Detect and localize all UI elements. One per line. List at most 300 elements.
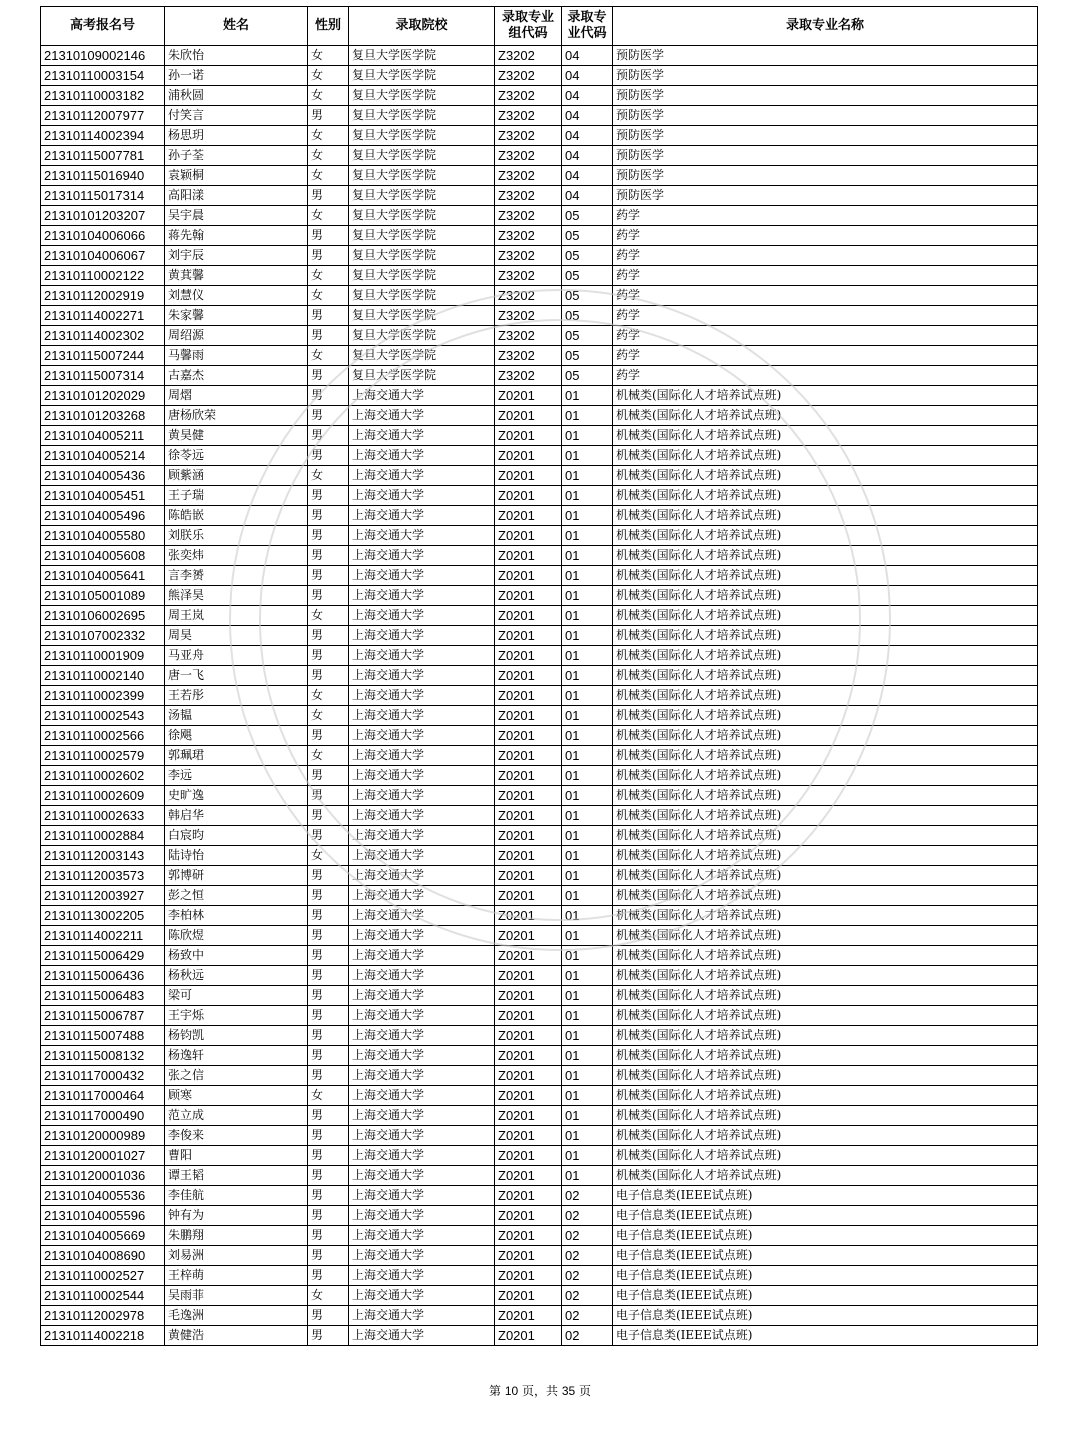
table-row [41, 406, 1038, 426]
cell-exam-id: 21310112002919 [41, 286, 165, 306]
table-row [41, 846, 1038, 866]
cell-name: 顾紫涵 [165, 466, 308, 486]
table-row [41, 1086, 1038, 1106]
cell-school: 上海交通大学 [349, 726, 495, 746]
cell-exam-id: 21310114002271 [41, 306, 165, 326]
cell-exam-id: 21310110002566 [41, 726, 165, 746]
cell-exam-id: 21310110002884 [41, 826, 165, 846]
cell-group-code: Z3202 [495, 326, 562, 346]
cell-major-code: 02 [562, 1286, 613, 1306]
table-row [41, 1006, 1038, 1026]
cell-name: 曹阳 [165, 1146, 308, 1166]
cell-name: 高阳漾 [165, 186, 308, 206]
cell-gender: 男 [308, 646, 349, 666]
cell-major-name: 机械类(国际化人才培养试点班) [613, 926, 1038, 946]
cell-gender: 男 [308, 826, 349, 846]
cell-school: 复旦大学医学院 [349, 126, 495, 146]
cell-name: 陈欣煜 [165, 926, 308, 946]
cell-school: 上海交通大学 [349, 846, 495, 866]
cell-name: 唐一飞 [165, 666, 308, 686]
cell-gender: 女 [308, 86, 349, 106]
cell-group-code: Z0201 [495, 626, 562, 646]
cell-exam-id: 21310110003182 [41, 86, 165, 106]
cell-exam-id: 21310112003927 [41, 886, 165, 906]
cell-major-name: 机械类(国际化人才培养试点班) [613, 906, 1038, 926]
cell-major-code: 01 [562, 746, 613, 766]
cell-major-name: 机械类(国际化人才培养试点班) [613, 746, 1038, 766]
cell-name: 浦秋圆 [165, 86, 308, 106]
cell-major-code: 05 [562, 326, 613, 346]
cell-name: 钟有为 [165, 1206, 308, 1226]
table-row [41, 1266, 1038, 1286]
cell-major-code: 05 [562, 286, 613, 306]
cell-school: 复旦大学医学院 [349, 146, 495, 166]
cell-name: 周熠 [165, 386, 308, 406]
cell-major-code: 01 [562, 1026, 613, 1046]
cell-major-code: 05 [562, 366, 613, 386]
cell-exam-id: 21310110002602 [41, 766, 165, 786]
cell-gender: 女 [308, 206, 349, 226]
cell-gender: 女 [308, 1286, 349, 1306]
table-row [41, 286, 1038, 306]
cell-gender: 女 [308, 686, 349, 706]
cell-group-code: Z0201 [495, 1026, 562, 1046]
cell-school: 上海交通大学 [349, 406, 495, 426]
cell-gender: 男 [308, 786, 349, 806]
cell-exam-id: 21310115006436 [41, 966, 165, 986]
cell-name: 黄健浩 [165, 1326, 308, 1346]
cell-name: 刘慧仪 [165, 286, 308, 306]
cell-exam-id: 21310109002146 [41, 46, 165, 66]
cell-school: 上海交通大学 [349, 866, 495, 886]
cell-name: 汤韫 [165, 706, 308, 726]
cell-name: 白宸昀 [165, 826, 308, 846]
cell-name: 朱鹏翔 [165, 1226, 308, 1246]
cell-school: 上海交通大学 [349, 1266, 495, 1286]
cell-major-name: 机械类(国际化人才培养试点班) [613, 1026, 1038, 1046]
cell-gender: 男 [308, 1206, 349, 1226]
table-row [41, 966, 1038, 986]
cell-gender: 男 [308, 186, 349, 206]
cell-gender: 男 [308, 1106, 349, 1126]
cell-major-name: 预防医学 [613, 166, 1038, 186]
cell-exam-id: 21310115007314 [41, 366, 165, 386]
cell-gender: 男 [308, 546, 349, 566]
cell-major-name: 机械类(国际化人才培养试点班) [613, 486, 1038, 506]
cell-name: 古嘉杰 [165, 366, 308, 386]
table-row [41, 726, 1038, 746]
cell-name: 范立成 [165, 1106, 308, 1126]
cell-school: 上海交通大学 [349, 1206, 495, 1226]
cell-exam-id: 21310101203207 [41, 206, 165, 226]
header-major-name: 录取专业名称 [613, 7, 1038, 46]
cell-major-code: 02 [562, 1246, 613, 1266]
cell-gender: 女 [308, 146, 349, 166]
cell-school: 上海交通大学 [349, 986, 495, 1006]
cell-major-code: 01 [562, 986, 613, 1006]
table-row [41, 106, 1038, 126]
cell-gender: 女 [308, 606, 349, 626]
cell-gender: 男 [308, 986, 349, 1006]
cell-exam-id: 21310112007977 [41, 106, 165, 126]
cell-group-code: Z3202 [495, 166, 562, 186]
cell-school: 上海交通大学 [349, 926, 495, 946]
table-row [41, 1166, 1038, 1186]
cell-major-code: 01 [562, 846, 613, 866]
cell-exam-id: 21310110002399 [41, 686, 165, 706]
table-row [41, 1026, 1038, 1046]
cell-gender: 男 [308, 506, 349, 526]
cell-major-code: 04 [562, 106, 613, 126]
cell-gender: 男 [308, 426, 349, 446]
cell-group-code: Z0201 [495, 926, 562, 946]
cell-gender: 男 [308, 526, 349, 546]
cell-exam-id: 21310115016940 [41, 166, 165, 186]
cell-major-code: 01 [562, 526, 613, 546]
cell-major-code: 04 [562, 46, 613, 66]
cell-group-code: Z3202 [495, 86, 562, 106]
cell-gender: 男 [308, 1186, 349, 1206]
cell-exam-id: 21310112003143 [41, 846, 165, 866]
cell-exam-id: 21310115006787 [41, 1006, 165, 1026]
cell-exam-id: 21310101203268 [41, 406, 165, 426]
cell-name: 熊泽昊 [165, 586, 308, 606]
cell-gender: 女 [308, 126, 349, 146]
cell-major-name: 电子信息类(IEEE试点班) [613, 1266, 1038, 1286]
cell-major-name: 机械类(国际化人才培养试点班) [613, 826, 1038, 846]
table-row [41, 906, 1038, 926]
cell-major-name: 机械类(国际化人才培养试点班) [613, 1006, 1038, 1026]
cell-school: 上海交通大学 [349, 686, 495, 706]
cell-school: 复旦大学医学院 [349, 186, 495, 206]
cell-school: 上海交通大学 [349, 426, 495, 446]
cell-group-code: Z3202 [495, 366, 562, 386]
cell-gender: 男 [308, 406, 349, 426]
cell-major-code: 01 [562, 506, 613, 526]
cell-exam-id: 21310101202029 [41, 386, 165, 406]
cell-gender: 男 [308, 626, 349, 646]
cell-exam-id: 21310110002633 [41, 806, 165, 826]
table-body [41, 46, 1038, 1346]
cell-major-code: 01 [562, 546, 613, 566]
cell-name: 李佳航 [165, 1186, 308, 1206]
cell-gender: 女 [308, 346, 349, 366]
cell-school: 复旦大学医学院 [349, 246, 495, 266]
cell-gender: 男 [308, 946, 349, 966]
cell-major-name: 预防医学 [613, 46, 1038, 66]
cell-group-code: Z0201 [495, 606, 562, 626]
cell-exam-id: 21310110002122 [41, 266, 165, 286]
cell-school: 复旦大学医学院 [349, 266, 495, 286]
cell-major-name: 机械类(国际化人才培养试点班) [613, 786, 1038, 806]
cell-group-code: Z0201 [495, 1086, 562, 1106]
cell-name: 郭博研 [165, 866, 308, 886]
cell-exam-id: 21310115006429 [41, 946, 165, 966]
cell-gender: 男 [308, 566, 349, 586]
table-row [41, 446, 1038, 466]
cell-gender: 男 [308, 1066, 349, 1086]
cell-group-code: Z0201 [495, 766, 562, 786]
cell-major-code: 01 [562, 886, 613, 906]
cell-major-name: 机械类(国际化人才培养试点班) [613, 846, 1038, 866]
table-row [41, 326, 1038, 346]
cell-name: 张奕炜 [165, 546, 308, 566]
table-row [41, 1046, 1038, 1066]
table-row [41, 1246, 1038, 1266]
cell-gender: 男 [308, 306, 349, 326]
cell-group-code: Z0201 [495, 1046, 562, 1066]
cell-major-name: 预防医学 [613, 106, 1038, 126]
cell-school: 上海交通大学 [349, 746, 495, 766]
cell-major-code: 01 [562, 406, 613, 426]
cell-school: 上海交通大学 [349, 906, 495, 926]
cell-group-code: Z0201 [495, 1186, 562, 1206]
cell-name: 陆诗怡 [165, 846, 308, 866]
cell-gender: 男 [308, 1226, 349, 1246]
table-row [41, 886, 1038, 906]
table-row [41, 526, 1038, 546]
cell-major-name: 机械类(国际化人才培养试点班) [613, 586, 1038, 606]
cell-gender: 女 [308, 286, 349, 306]
cell-name: 朱家馨 [165, 306, 308, 326]
table-row [41, 1126, 1038, 1146]
cell-major-name: 药学 [613, 366, 1038, 386]
cell-group-code: Z0201 [495, 406, 562, 426]
cell-major-code: 01 [562, 386, 613, 406]
table-row [41, 226, 1038, 246]
table-row [41, 486, 1038, 506]
cell-major-name: 机械类(国际化人才培养试点班) [613, 466, 1038, 486]
cell-exam-id: 21310117000432 [41, 1066, 165, 1086]
cell-gender: 男 [308, 1126, 349, 1146]
cell-school: 复旦大学医学院 [349, 206, 495, 226]
cell-school: 上海交通大学 [349, 386, 495, 406]
table-row [41, 246, 1038, 266]
table-row [41, 686, 1038, 706]
cell-major-name: 机械类(国际化人才培养试点班) [613, 1066, 1038, 1086]
cell-school: 上海交通大学 [349, 646, 495, 666]
cell-major-code: 01 [562, 706, 613, 726]
cell-major-code: 01 [562, 1006, 613, 1026]
cell-major-code: 05 [562, 206, 613, 226]
footer-suffix: 页 [575, 1384, 591, 1398]
cell-group-code: Z0201 [495, 1306, 562, 1326]
cell-major-code: 01 [562, 1066, 613, 1086]
cell-major-name: 药学 [613, 306, 1038, 326]
table-row [41, 566, 1038, 586]
cell-group-code: Z0201 [495, 846, 562, 866]
cell-exam-id: 21310114002218 [41, 1326, 165, 1346]
cell-group-code: Z0201 [495, 1286, 562, 1306]
cell-group-code: Z0201 [495, 986, 562, 1006]
cell-name: 刘易洲 [165, 1246, 308, 1266]
table-row [41, 706, 1038, 726]
cell-exam-id: 21310110003154 [41, 66, 165, 86]
cell-school: 上海交通大学 [349, 1306, 495, 1326]
cell-school: 上海交通大学 [349, 706, 495, 726]
cell-school: 复旦大学医学院 [349, 306, 495, 326]
cell-group-code: Z0201 [495, 1006, 562, 1026]
cell-exam-id: 21310114002394 [41, 126, 165, 146]
cell-exam-id: 21310104005669 [41, 1226, 165, 1246]
cell-major-name: 机械类(国际化人才培养试点班) [613, 946, 1038, 966]
cell-major-code: 02 [562, 1226, 613, 1246]
footer-total-pages: 35 [561, 1384, 576, 1398]
cell-major-code: 02 [562, 1326, 613, 1346]
cell-major-code: 04 [562, 66, 613, 86]
table-row [41, 366, 1038, 386]
cell-gender: 男 [308, 326, 349, 346]
cell-gender: 女 [308, 66, 349, 86]
cell-exam-id: 21310104008690 [41, 1246, 165, 1266]
cell-major-code: 01 [562, 966, 613, 986]
cell-exam-id: 21310104006066 [41, 226, 165, 246]
cell-major-name: 药学 [613, 246, 1038, 266]
cell-group-code: Z3202 [495, 126, 562, 146]
cell-major-name: 电子信息类(IEEE试点班) [613, 1246, 1038, 1266]
table-row [41, 1066, 1038, 1086]
cell-group-code: Z0201 [495, 1126, 562, 1146]
cell-name: 黄昊健 [165, 426, 308, 446]
cell-group-code: Z3202 [495, 226, 562, 246]
cell-major-name: 机械类(国际化人才培养试点班) [613, 386, 1038, 406]
cell-major-name: 电子信息类(IEEE试点班) [613, 1226, 1038, 1246]
cell-school: 上海交通大学 [349, 1026, 495, 1046]
cell-major-code: 01 [562, 906, 613, 926]
cell-gender: 女 [308, 706, 349, 726]
cell-school: 上海交通大学 [349, 1046, 495, 1066]
table-row [41, 786, 1038, 806]
table-row [41, 506, 1038, 526]
cell-major-name: 机械类(国际化人才培养试点班) [613, 766, 1038, 786]
cell-school: 上海交通大学 [349, 786, 495, 806]
cell-gender: 男 [308, 1146, 349, 1166]
cell-school: 上海交通大学 [349, 826, 495, 846]
header-major-code: 录取专业代码 [562, 7, 613, 46]
cell-name: 刘朕乐 [165, 526, 308, 546]
cell-exam-id: 21310115007244 [41, 346, 165, 366]
cell-name: 彭之恒 [165, 886, 308, 906]
cell-major-name: 机械类(国际化人才培养试点班) [613, 606, 1038, 626]
cell-major-code: 02 [562, 1306, 613, 1326]
cell-school: 复旦大学医学院 [349, 106, 495, 126]
cell-name: 唐杨欣荣 [165, 406, 308, 426]
cell-major-code: 04 [562, 186, 613, 206]
cell-gender: 男 [308, 1246, 349, 1266]
cell-exam-id: 21310104006067 [41, 246, 165, 266]
cell-major-name: 机械类(国际化人才培养试点班) [613, 666, 1038, 686]
table-row [41, 346, 1038, 366]
cell-exam-id: 21310113002205 [41, 906, 165, 926]
cell-major-code: 01 [562, 1146, 613, 1166]
cell-group-code: Z3202 [495, 106, 562, 126]
cell-major-code: 01 [562, 726, 613, 746]
cell-school: 上海交通大学 [349, 946, 495, 966]
cell-gender: 男 [308, 106, 349, 126]
cell-gender: 男 [308, 666, 349, 686]
cell-group-code: Z0201 [495, 826, 562, 846]
cell-school: 复旦大学医学院 [349, 326, 495, 346]
cell-major-name: 预防医学 [613, 66, 1038, 86]
cell-group-code: Z0201 [495, 1246, 562, 1266]
cell-school: 上海交通大学 [349, 506, 495, 526]
cell-school: 上海交通大学 [349, 1246, 495, 1266]
cell-exam-id: 21310115006483 [41, 986, 165, 1006]
cell-major-name: 机械类(国际化人才培养试点班) [613, 1126, 1038, 1146]
cell-major-code: 05 [562, 346, 613, 366]
cell-gender: 女 [308, 746, 349, 766]
cell-group-code: Z0201 [495, 866, 562, 886]
cell-school: 复旦大学医学院 [349, 226, 495, 246]
table-row [41, 146, 1038, 166]
cell-exam-id: 21310110002544 [41, 1286, 165, 1306]
table-row [41, 1186, 1038, 1206]
cell-name: 黄萁馨 [165, 266, 308, 286]
cell-name: 郭珮珺 [165, 746, 308, 766]
cell-gender: 男 [308, 906, 349, 926]
table-row [41, 466, 1038, 486]
cell-group-code: Z0201 [495, 486, 562, 506]
cell-exam-id: 21310104005451 [41, 486, 165, 506]
cell-school: 上海交通大学 [349, 586, 495, 606]
table-row [41, 386, 1038, 406]
cell-major-name: 药学 [613, 266, 1038, 286]
table-row [41, 546, 1038, 566]
cell-name: 刘宇辰 [165, 246, 308, 266]
cell-major-name: 药学 [613, 326, 1038, 346]
cell-group-code: Z0201 [495, 886, 562, 906]
cell-major-code: 01 [562, 1106, 613, 1126]
cell-group-code: Z0201 [495, 1226, 562, 1246]
cell-school: 上海交通大学 [349, 1006, 495, 1026]
cell-exam-id: 21310104005211 [41, 426, 165, 446]
cell-school: 复旦大学医学院 [349, 366, 495, 386]
cell-name: 朱欣怡 [165, 46, 308, 66]
table-row [41, 1286, 1038, 1306]
cell-major-name: 预防医学 [613, 126, 1038, 146]
cell-major-name: 机械类(国际化人才培养试点班) [613, 966, 1038, 986]
table-row [41, 1306, 1038, 1326]
table-row [41, 746, 1038, 766]
cell-exam-id: 21310115017314 [41, 186, 165, 206]
cell-exam-id: 21310107002332 [41, 626, 165, 646]
cell-gender: 男 [308, 1026, 349, 1046]
cell-group-code: Z0201 [495, 906, 562, 926]
cell-major-code: 01 [562, 1086, 613, 1106]
cell-major-name: 预防医学 [613, 186, 1038, 206]
cell-school: 上海交通大学 [349, 1286, 495, 1306]
cell-name: 王宇烁 [165, 1006, 308, 1026]
cell-exam-id: 21310104005496 [41, 506, 165, 526]
cell-group-code: Z3202 [495, 206, 562, 226]
cell-name: 杨钧凯 [165, 1026, 308, 1046]
cell-name: 徐苓远 [165, 446, 308, 466]
table-row [41, 126, 1038, 146]
cell-major-code: 01 [562, 806, 613, 826]
cell-exam-id: 21310110002543 [41, 706, 165, 726]
cell-school: 上海交通大学 [349, 446, 495, 466]
table-row [41, 986, 1038, 1006]
cell-gender: 男 [308, 1326, 349, 1346]
cell-major-code: 01 [562, 426, 613, 446]
cell-exam-id: 21310114002302 [41, 326, 165, 346]
table-row [41, 186, 1038, 206]
cell-group-code: Z0201 [495, 966, 562, 986]
cell-gender: 女 [308, 846, 349, 866]
cell-school: 上海交通大学 [349, 666, 495, 686]
cell-name: 李俊来 [165, 1126, 308, 1146]
cell-group-code: Z3202 [495, 46, 562, 66]
